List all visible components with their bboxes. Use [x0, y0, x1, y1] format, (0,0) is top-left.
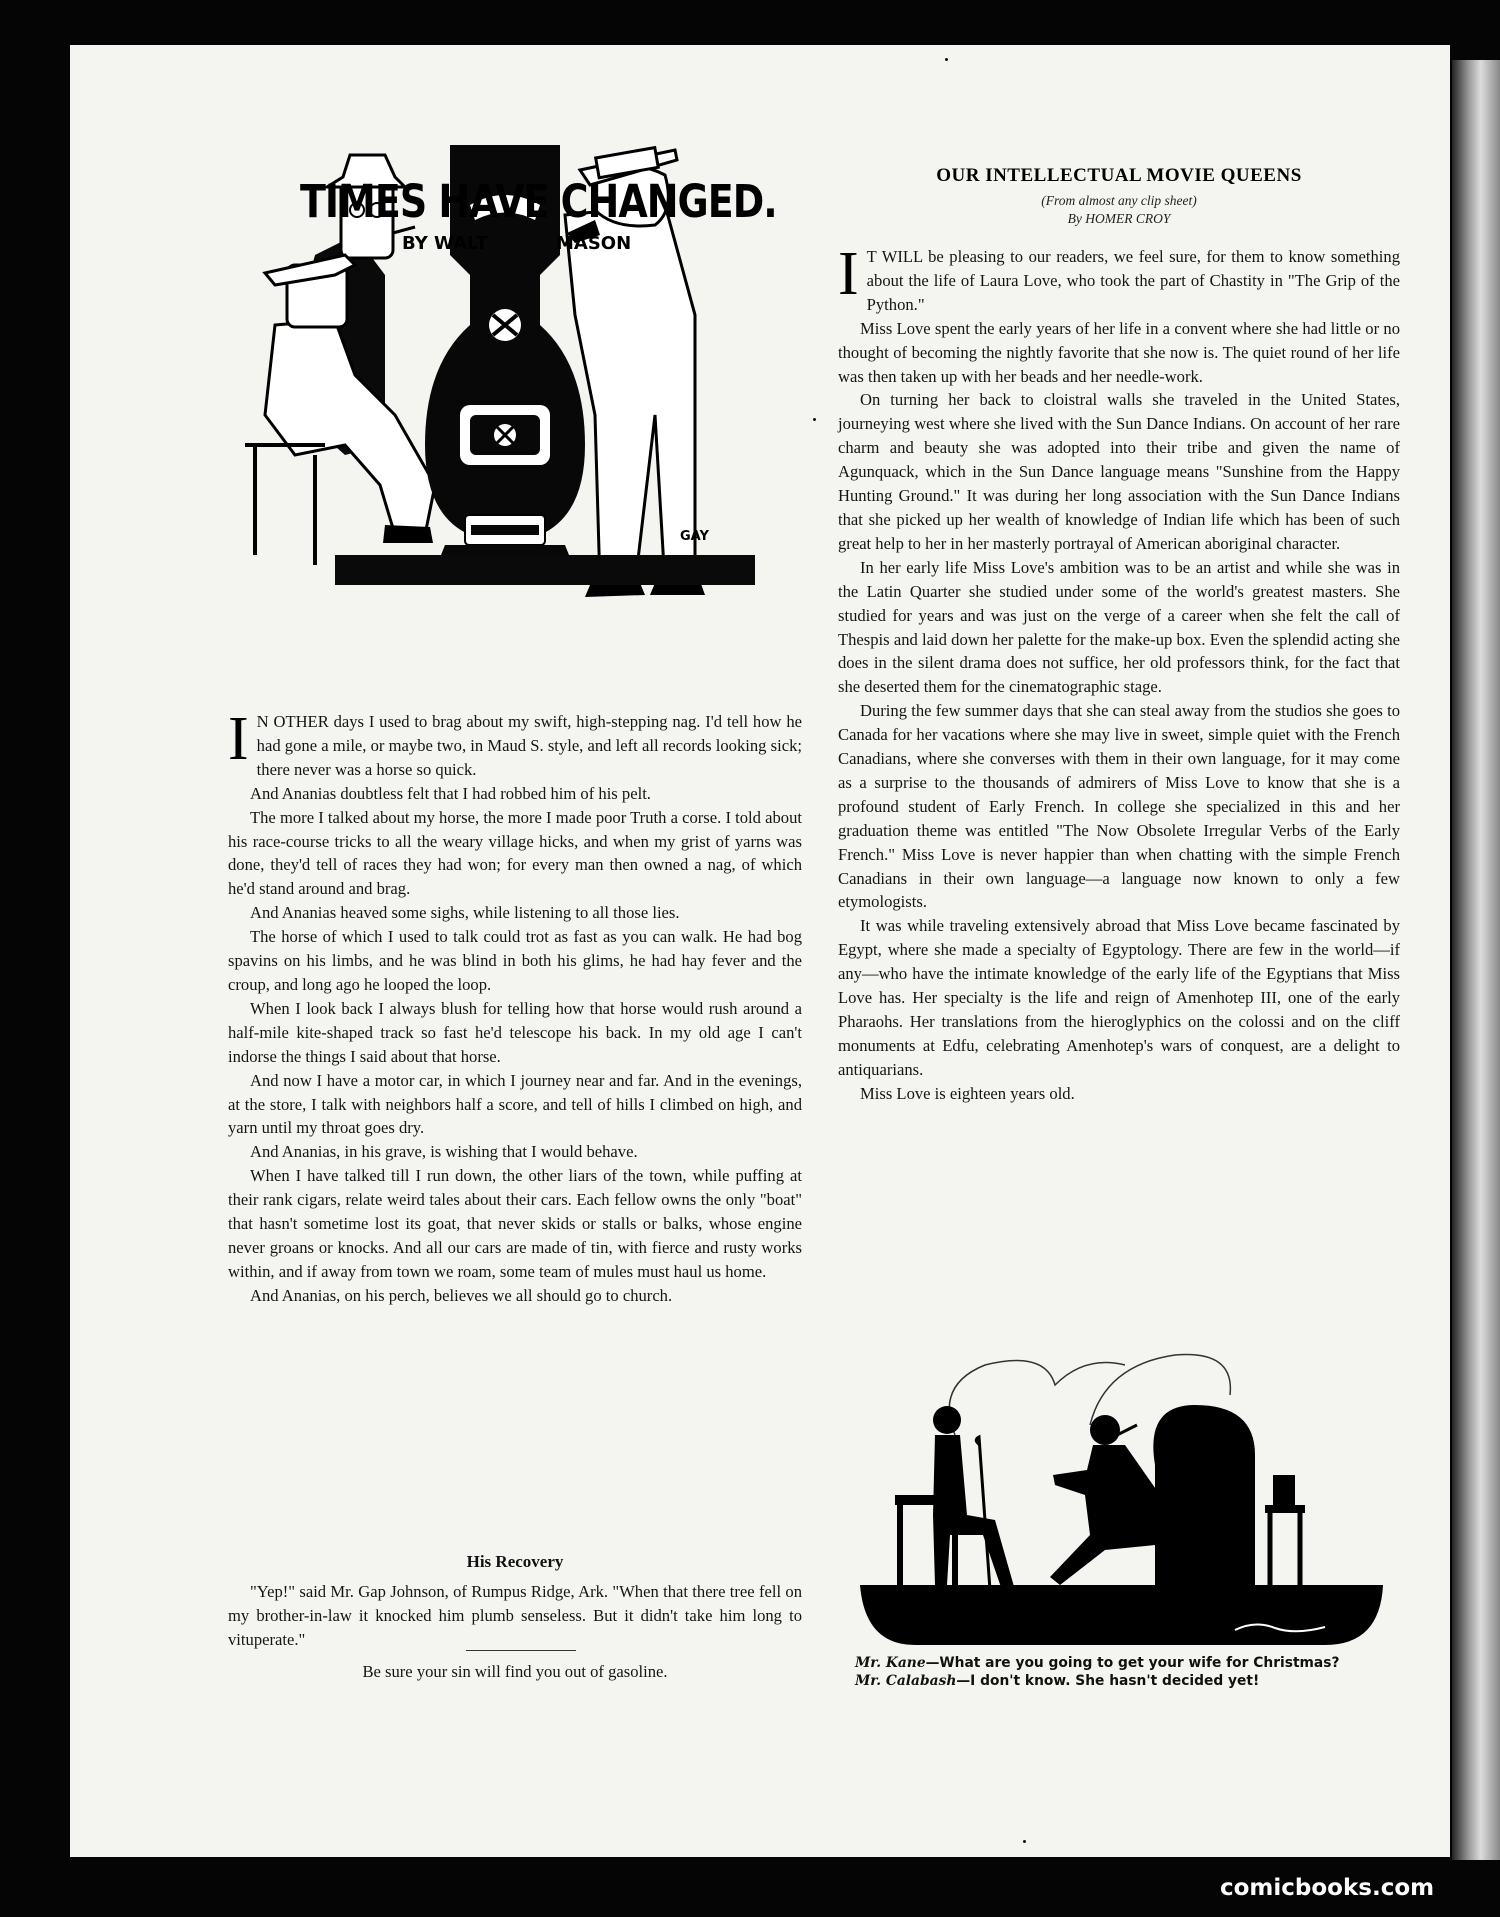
- caption-text-1: —What are you going to get your wife for Christmas?: [925, 1655, 1340, 1671]
- article-paragraph: Miss Love is eighteen years old.: [860, 1083, 1075, 1103]
- article-paragraph: In her early life Miss Love's ambition was to be an artist and while she was in the Latin Quarter she studied under some of the world's greatest masters. She studied for years and was just on the verge of a career when she felt the call of Thespis and laid down her palette for the make-up box. Even the splendid acting she does in the silent drama does not suffice, her old professors think, for the fact that she deserted them for the cinematographic stage.: [838, 557, 1400, 697]
- cartoon-byline-left: BY WALT: [402, 233, 488, 254]
- poem-paragraph: When I look back I always blush for telling how that horse would rush around a half-mile kite-shaped track so fast he'd telescope his back. In my old age I can't indorse the things I said about that horse.: [228, 998, 802, 1066]
- facing-page-edge: [1452, 60, 1500, 1860]
- recovery-heading: His Recovery: [466, 1552, 564, 1571]
- lead-caps: N OTHER: [256, 712, 329, 731]
- movie-queens-article: [838, 240, 1400, 1106]
- cartoon-caption: [855, 1655, 1395, 1690]
- cartoon-byline-right: MASON: [556, 233, 632, 254]
- cartoon-title: TIMES HAVE CHANGED.: [300, 175, 777, 228]
- article-paragraph: T WILL be pleasing to our readers, we feel sure, for them to know something about the life of Laura Love, who took the part of Chastity in "The Grip of the Python.": [866, 247, 1400, 314]
- drop-cap: I: [838, 240, 859, 308]
- poem-paragraph: days I used to brag about my swift, high-stepping nag. I'd tell how he had gone a mile, or maybe two, in Maud S. style, and left all records looking sick; there never was a horse so quick.: [256, 712, 802, 779]
- recovery-paragraph: "Yep!" said Mr. Gap Johnson, of Rumpus Ridge, Ark. "When that there tree fell on my brother-in-law it knocked him plumb senseless. But it didn't take him long to vituperate.": [228, 1582, 802, 1649]
- article-paragraph: It was while traveling extensively abroad that Miss Love became fascinated by Egypt, where she made a specialty of Egyptology. There are few in the world—if any—who have the intimate knowledge of the early life of the Egyptians that Miss Love has. Her specialty is the life and reign of Amenhotep III, one of the early Pharaohs. Her translations from the hieroglyphics on the colossi and on the cliff monuments at Edfu, celebrating Amenhotep's wars of conquest, are a delight to antiquarians.: [838, 916, 1400, 1079]
- caption-text-2: —I don't know. She hasn't decided yet!: [956, 1672, 1260, 1689]
- print-speck: [813, 418, 816, 421]
- caption-speaker-2: Mr. Calabash: [855, 1672, 957, 1689]
- poem-paragraph: And Ananias doubtless felt that I had robbed him of his pelt.: [250, 783, 651, 803]
- byline: By HOMER CROY: [1067, 211, 1171, 226]
- article-paragraph: During the few summer days that she can steal away from the studios she goes to Canada for her vacations where she may live in sweet, simple quiet with the French Canadians, where she converses with them in their own language, for it may come as a surprise to the thousands of admirers of Miss Love to know that she is a profound student of Early French. In college she specialized in this and her graduation theme was entitled "The Now Obsolete Irregular Verbs of the Early French." Miss Love is never happier than when chatting with the simple French Canadians in their own language—a language now known to only a few etymologists.: [838, 701, 1400, 912]
- closing-line: Be sure your sin will find you out of gasoline.: [362, 1662, 668, 1681]
- silhouette-cartoon: [855, 1345, 1390, 1653]
- print-speck: [1023, 1840, 1026, 1843]
- poem-paragraph: And Ananias heaved some sighs, while listening to all those lies.: [250, 903, 680, 923]
- caption-speaker-1: Mr. Kane: [855, 1655, 926, 1671]
- article-title: OUR INTELLECTUAL MOVIE QUEENS: [936, 165, 1302, 186]
- article-subtitle: [838, 192, 1400, 228]
- poem-paragraph: And Ananias, in his grave, is wishing that I would behave.: [250, 1142, 638, 1162]
- svg-text:GAY: GAY: [680, 529, 709, 544]
- print-speck: [945, 58, 948, 61]
- drop-cap: I: [228, 705, 249, 773]
- caption-line-2: [855, 1673, 1395, 1691]
- poem-paragraph: When I have talked till I run down, the other liars of the town, while puffing at their rank cigars, relate weird tales about their cars. Each fellow owns the only "boat" that hasn't sometime lost its goat, that never skids or stalls or balks, whose engine never groans or knocks. And all our cars are made of tin, with fierce and rusty works within, and if away from town we roam, some team of mules must haul us home.: [228, 1166, 802, 1281]
- poem-paragraph: The horse of which I used to talk could trot as fast as you can walk. He had bog spavins on his limbs, and he was blind in both his glims, he had hay fever and the croup, and long ago he looped the loop.: [228, 927, 802, 994]
- poem-paragraph: The more I talked about my horse, the more I made poor Truth a corse. I told about his race-course tricks to all the weary village hicks, and when my grist of yarns was done, they'd tell of races they had won; for every man then owned a nag, of which he'd stand around and brag.: [228, 807, 802, 899]
- site-watermark: comicbooks.com: [1220, 1875, 1435, 1901]
- subtitle-line: (From almost any clip sheet): [1041, 193, 1197, 208]
- poem-paragraph: And now I have a motor car, in which I journey near and far. And in the evenings, at the store, I talk with neighbors half a score, and tell of hills I climbed on high, and yarn until my throat goes dry.: [228, 1070, 802, 1138]
- walt-mason-poem: [228, 705, 802, 1308]
- poem-paragraph: And Ananias, on his perch, believes we all should go to church.: [250, 1285, 673, 1305]
- caption-line-1: [855, 1655, 1395, 1673]
- recovery-text: [228, 1580, 802, 1652]
- article-paragraph: Miss Love spent the early years of her life in a convent where she had little or no thought of becoming the nightly favorite that she now is. The quiet round of her life was then taken up with her beads and her needle-work.: [838, 318, 1400, 386]
- divider-rule: [466, 1650, 576, 1651]
- article-paragraph: On turning her back to cloistral walls she traveled in the United States, journeying west where she lived with the Sun Dance Indians. On account of her rare charm and beauty she was adopted into their tribe and given the name of Agunquack, which in the Sun Dance language means "Sunshine from the Happy Hunting Ground." It was during her long association with the Sun Dance Indians that she picked up her wealth of knowledge of Indian life which has been of such great help to her in her masterly portrayal of American aboriginal character.: [838, 390, 1400, 553]
